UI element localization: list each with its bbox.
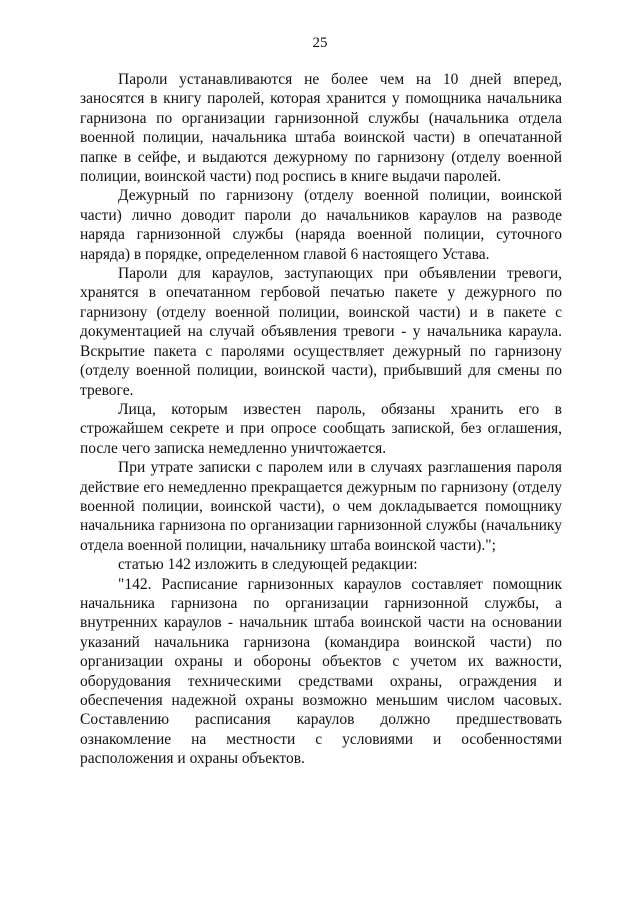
- page-number: 25: [312, 35, 328, 51]
- paragraph-duty-officer-briefing: Дежурный по гарнизону (отделу военной полиции, воинской части) лично доводит пароли до начальников караулов на разводе наряда гарнизонной службы (наряда военной полиции, суточного наряда) в порядке, определенном главой 6 настоящего Устава.: [80, 187, 562, 263]
- document-body: [80, 70, 562, 769]
- paragraph-article-142-intro: статью 142 изложить в следующей редакции:: [118, 556, 418, 574]
- paragraph-article-142-text: "142. Расписание гарнизонных караулов составляет помощник начальника гарнизона по организации гарнизонной службы, а внутренних караулов - начальник штаба воинской части на основании указаний начальника гарнизона (командира воинской части) по организации охраны и обороны объектов с учетом их важности, оборудования техническими средствами охраны, ограждения и обеспечения надежной охраны возможно меньшим числом часовых. Составлению расписания караулов должно предшествовать ознакомление на местности с условиями и особенностями расположения и охраны объектов.: [80, 575, 562, 768]
- paragraph-passwords-storage: Пароли устанавливаются не более чем на 10 дней вперед, заносятся в книгу паролей, которая хранится у помощника начальника гарнизона по организации гарнизонной службы (начальника отдела военной полиции, начальника штаба воинской части) в опечатанной папке в сейфе, и выдаются дежурному по гарнизону (отделу военной полиции, воинской части) под роспись в книге выдачи паролей.: [80, 71, 562, 186]
- paragraph-password-secrecy: Лица, которым известен пароль, обязаны хранить его в строжайшем секрете и при опросе сообщать запиской, без оглашения, после чего записка немедленно уничтожается.: [80, 400, 562, 457]
- paragraph-password-loss: При утрате записки с паролем или в случаях разглашения пароля действие его немедленно прекращается дежурным по гарнизону (отделу военной полиции, воинской части), о чем докладывается помощнику начальника гарнизона по организации гарнизонной службы (начальнику отдела военной полиции, начальнику штаба воинской части).";: [80, 459, 562, 554]
- paragraph-alarm-passwords: Пароли для караулов, заступающих при объявлении тревоги, хранятся в опечатанном гербовой печатью пакете у дежурного по гарнизону (отделу военной полиции, воинской части) и в пакете с документацией на случай объявления тревоги - у начальника караула. Вскрытие пакета с паролями осуществляет дежурный по гарнизону (отделу военной полиции, воинской части), прибывший для смены по тревоге.: [80, 265, 562, 399]
